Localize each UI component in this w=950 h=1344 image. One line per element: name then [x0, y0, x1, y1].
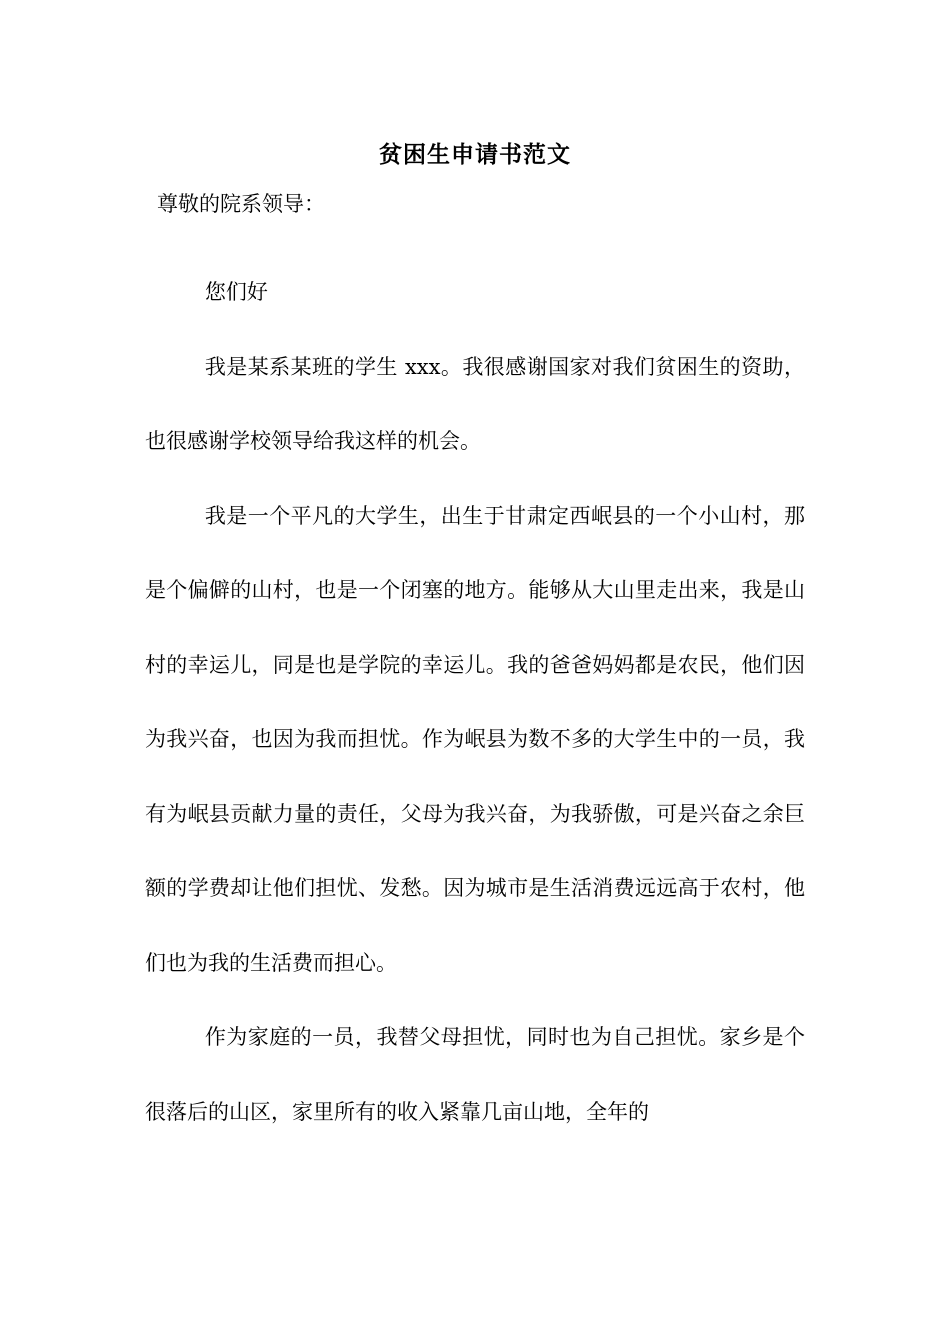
- document-title: 贫困生申请书范文: [379, 141, 571, 168]
- document-body: [145, 255, 805, 1149]
- paragraph-family-situation: 作为家庭的一员，我替父母担忧，同时也为自己担忧。家乡是个很落后的山区，家里所有的收入紧靠几亩山地，全年的: [145, 1025, 805, 1124]
- paragraph-background: 我是一个平凡的大学生，出生于甘肃定西岷县的一个小山村，那是个偏僻的山村，也是一个闭塞的地方。能够从大山里走出来，我是山村的幸运儿，同是也是学院的幸运儿。我的爸爸妈妈都是农民，他们因为我兴奋，也因为我而担忧。作为岷县为数不多的大学生中的一员，我有为岷县贡献力量的责任，父母为我兴奋，为我骄傲，可是兴奋之余巨额的学费却让他们担忧、发愁。因为城市是生活消费远远高于农村，他们也为我的生活费而担心。: [145, 503, 805, 975]
- paragraph-greeting: 您们好: [204, 280, 268, 304]
- paragraph-introduction: 我是某系某班的学生 xxx。我很感谢国家对我们贫困生的资助，也很感谢学校领导给我这样的机会。: [145, 354, 805, 453]
- salutation: 尊敬的院系领导：: [157, 192, 325, 216]
